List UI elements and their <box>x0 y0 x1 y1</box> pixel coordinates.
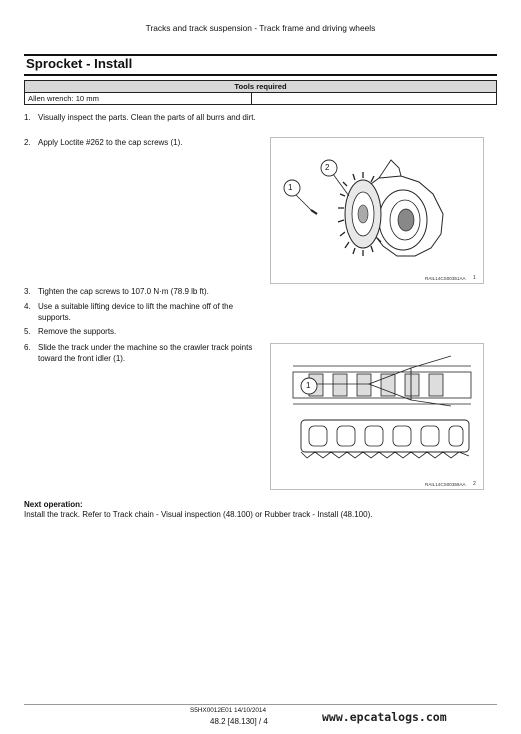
figure-number: 1 <box>473 275 476 281</box>
track-chain-illustration <box>271 344 483 489</box>
step-2 <box>24 138 264 149</box>
figure-caption: RAIL14CS00351AA <box>425 276 466 281</box>
tools-table <box>24 80 497 105</box>
tool-item: Allen wrench: 10 mm <box>25 93 252 105</box>
running-head: Tracks and track suspension - Track frame and driving wheels <box>145 23 376 33</box>
tool-empty-cell <box>252 93 497 105</box>
watermark: www.epcatalogs.com <box>322 710 447 724</box>
step-6 <box>24 343 264 364</box>
step-text: Use a suitable lifting device to lift the machine off of the supports. <box>38 302 234 322</box>
step-text: Visually inspect the parts. Clean the parts of all burrs and dirt. <box>38 113 256 122</box>
step-number: 4. <box>24 302 31 311</box>
step-number: 2. <box>24 138 31 147</box>
sprocket-illustration <box>271 138 483 283</box>
footer-doc-id: S5HX0012E01 14/10/2014 <box>190 707 267 714</box>
footer-page-number: 48.2 [48.130] / 4 <box>210 717 268 726</box>
next-operation-label: Next operation: <box>24 500 83 509</box>
step-number: 6. <box>24 343 31 352</box>
step-number: 3. <box>24 287 31 296</box>
step-1 <box>24 113 264 124</box>
figure-caption: RAIL14CS00359AA <box>425 482 466 487</box>
step-text: Tighten the cap screws to 107.0 N·m (78.9 lb ft). <box>38 287 209 296</box>
step-4 <box>24 302 264 323</box>
step-text: Apply Loctite #262 to the cap screws (1). <box>38 138 183 147</box>
next-operation-text: Install the track. Refer to Track chain - Visual inspection (48.100) or Rubber track - Install (48.100). <box>24 510 373 519</box>
footer-rule <box>24 704 497 705</box>
figure-1 <box>270 137 484 284</box>
title-underline <box>24 74 497 76</box>
step-number: 5. <box>24 327 31 336</box>
page-title: Sprocket - Install <box>26 56 133 71</box>
callout-label: 1 <box>306 381 311 390</box>
callout-label: 2 <box>325 163 330 172</box>
step-text: Remove the supports. <box>38 327 117 336</box>
step-text: Slide the track under the machine so the crawler track points toward the front idler (1). <box>38 343 253 363</box>
figure-2 <box>270 343 484 490</box>
callout-label: 1 <box>288 183 293 192</box>
step-5 <box>24 327 264 338</box>
figure-number: 2 <box>473 481 476 487</box>
tools-heading: Tools required <box>25 81 497 93</box>
step-3 <box>24 287 264 298</box>
step-number: 1. <box>24 113 31 122</box>
